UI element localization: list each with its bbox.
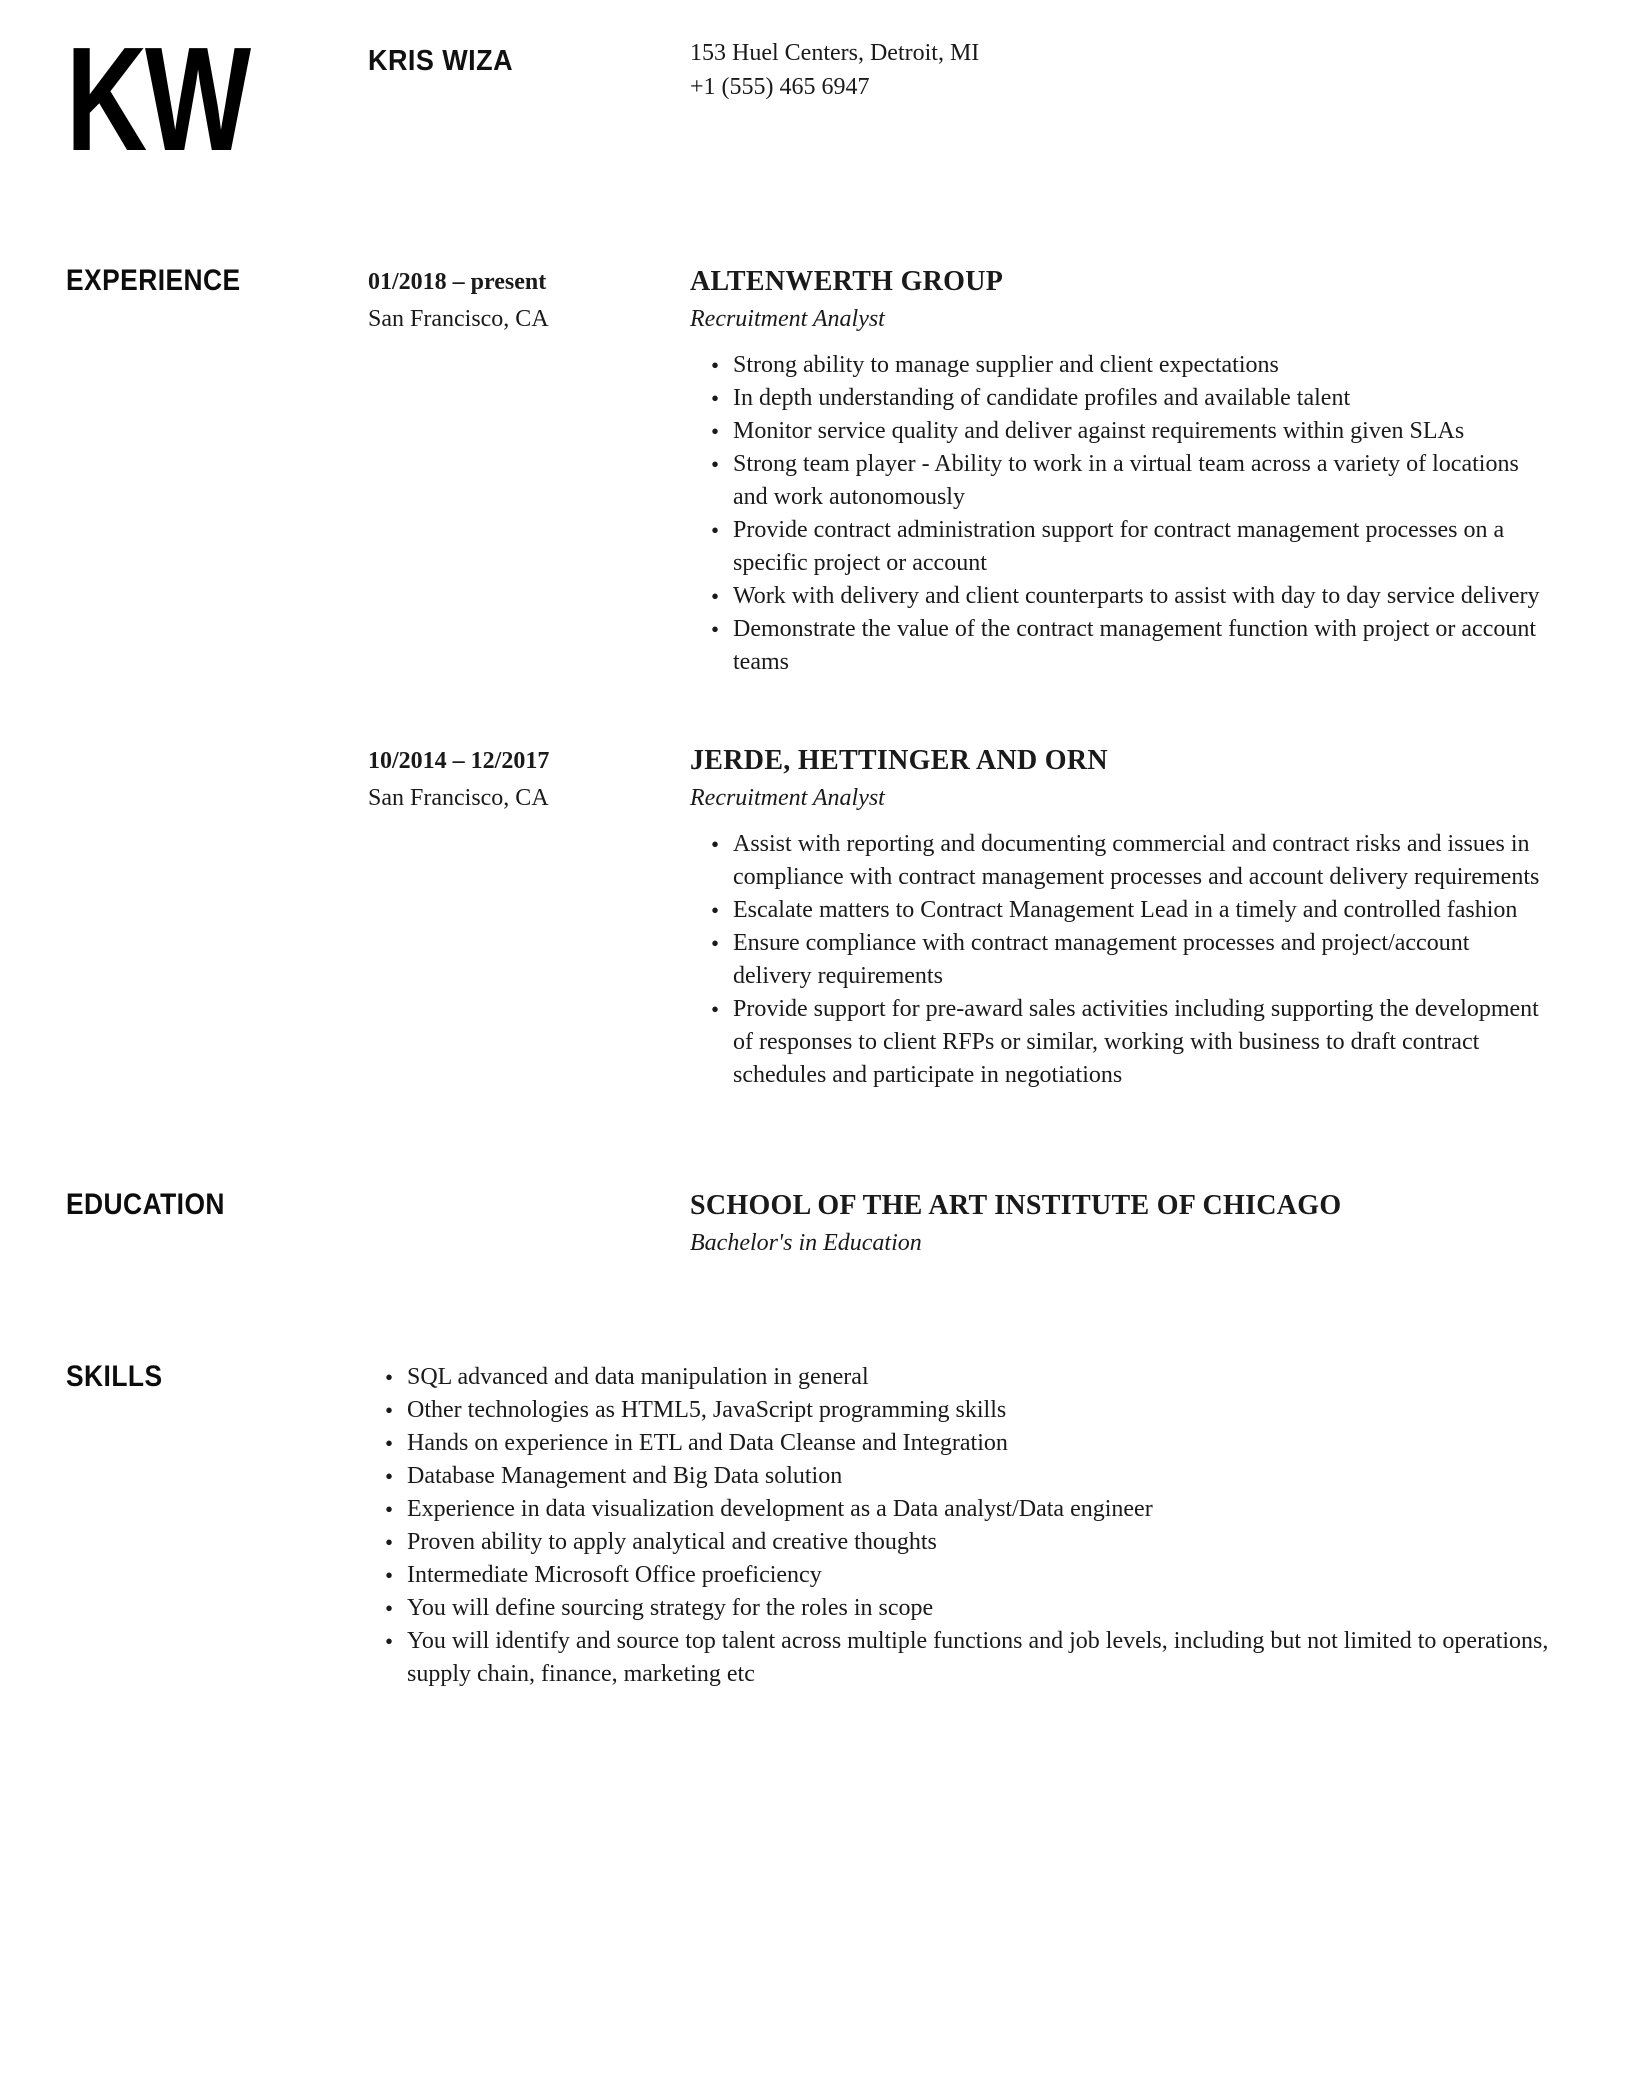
- header-name-column: [368, 38, 690, 78]
- experience-section: [66, 264, 1592, 1092]
- education-section: [66, 1188, 1592, 1262]
- resume-header: [66, 17, 1592, 182]
- job-bullet-item: • In depth understanding of candidate profiles and available talent: [710, 382, 1540, 415]
- experience-section-label: EXPERIENCE: [66, 264, 241, 298]
- company-name: JERDE, HETTINGER AND ORN: [690, 745, 1108, 777]
- skill-item: • You will identify and source top talent across multiple functions and job levels, including but not limited to operations, supply chain, finance, marketing etc: [384, 1625, 1594, 1691]
- jobs-list: [368, 264, 1592, 1092]
- job-details-column: [690, 743, 1592, 1092]
- skill-item: • Hands on experience in ETL and Data Cleanse and Integration: [384, 1427, 1594, 1460]
- job-bullets: [710, 828, 1540, 1092]
- skills-section-label: SKILLS: [66, 1360, 163, 1394]
- header-monogram-column: [66, 17, 368, 182]
- job-details-column: [690, 264, 1592, 679]
- job-dates: 10/2014 – 12/2017: [368, 748, 550, 775]
- education-details: [690, 1188, 1592, 1262]
- skill-item: • Database Management and Big Data solution: [384, 1460, 1594, 1493]
- job-bullet-item: • Provide contract administration support for contract management processes on a specific project or account: [710, 514, 1540, 580]
- skill-item: • Experience in data visualization development as a Data analyst/Data engineer: [384, 1493, 1594, 1526]
- skill-item: • Proven ability to apply analytical and creative thoughts: [384, 1526, 1594, 1559]
- skill-item: • You will define sourcing strategy for the roles in scope: [384, 1592, 1594, 1625]
- skills-section: [66, 1360, 1592, 1691]
- job-title: Recruitment Analyst: [690, 785, 885, 812]
- degree-name: Bachelor's in Education: [690, 1230, 922, 1257]
- skill-item: • Other technologies as HTML5, JavaScript programming skills: [384, 1394, 1594, 1427]
- job-bullet-item: • Strong team player - Ability to work in a virtual team across a variety of locations and work autonomously: [710, 448, 1540, 514]
- contact-block: [690, 36, 1592, 104]
- education-section-label: EDUCATION: [66, 1188, 225, 1222]
- job-entry: [368, 743, 1592, 1092]
- contact-address: 153 Huel Centers, Detroit, MI: [690, 40, 980, 66]
- job-bullet-item: • Monitor service quality and deliver against requirements within given SLAs: [710, 415, 1540, 448]
- skills-list: [384, 1361, 1594, 1691]
- job-bullet-item: • Work with delivery and client counterparts to assist with day to day service delivery: [710, 580, 1540, 613]
- experience-label-column: [66, 264, 368, 298]
- job-location: San Francisco, CA: [368, 306, 549, 333]
- candidate-name: KRIS WIZA: [368, 45, 514, 77]
- job-bullet-item: • Demonstrate the value of the contract management function with project or account teams: [710, 613, 1540, 679]
- job-bullet-item: • Escalate matters to Contract Management Lead in a timely and controlled fashion: [710, 894, 1540, 927]
- school-name: SCHOOL OF THE ART INSTITUTE OF CHICAGO: [690, 1190, 1342, 1222]
- job-bullet-item: • Provide support for pre-award sales activities including supporting the development of responses to client RFPs or similar, working with business to draft contract schedules and participate in negotiations: [710, 993, 1540, 1092]
- monogram: KW: [66, 17, 249, 182]
- header-contact-column: [690, 38, 1592, 104]
- job-bullets: [710, 349, 1540, 679]
- job-meta-column: [368, 264, 690, 338]
- skill-item: • Intermediate Microsoft Office proeficiency: [384, 1559, 1594, 1592]
- skills-label-column: [66, 1360, 368, 1394]
- job-bullet-item: • Strong ability to manage supplier and client expectations: [710, 349, 1540, 382]
- education-label-column: [66, 1188, 368, 1222]
- skills-content: [368, 1360, 1592, 1691]
- job-entry: [368, 264, 1592, 679]
- company-name: ALTENWERTH GROUP: [690, 266, 1004, 298]
- contact-phone: +1 (555) 465 6947: [690, 74, 870, 100]
- job-bullet-item: • Assist with reporting and documenting commercial and contract risks and issues in compliance with contract management processes and account delivery requirements: [710, 828, 1540, 894]
- job-meta-column: [368, 743, 690, 817]
- job-title: Recruitment Analyst: [690, 306, 885, 333]
- job-location: San Francisco, CA: [368, 785, 549, 812]
- skill-item: • SQL advanced and data manipulation in general: [384, 1361, 1594, 1394]
- job-bullet-item: • Ensure compliance with contract management processes and project/account delivery requirements: [710, 927, 1540, 993]
- job-dates: 01/2018 – present: [368, 269, 547, 296]
